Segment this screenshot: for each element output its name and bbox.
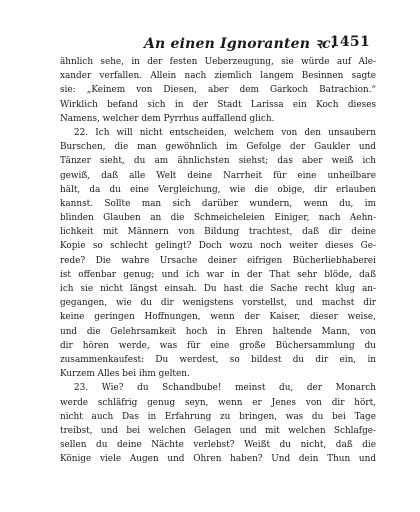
text-line: werde schläfrig genug seyn, wenn er Jenes von dir hört,	[60, 397, 376, 408]
text-line: lichkeit mit Männern von Bildung trachtest, daß dir deine	[60, 227, 376, 238]
text-line: zusammenkaufest: Du werdest, so bildest du dir ein, in	[60, 354, 376, 365]
text-line: 22. Ich will nicht entscheiden, welchem von den unsaubern	[74, 127, 376, 138]
text-line: gewiß, daß alle Welt deine Narrheit für eine unheilbare	[60, 170, 376, 181]
text-line: rede? Die wahre Ursache deiner eifrigen Bücherliebhaberei	[60, 255, 376, 266]
text-line: ich sie nicht längst einsah. Du hast die Sache recht klug an-	[60, 284, 376, 294]
text-line: nicht auch Das in Erfahrung zu bringen, was du bei Tage	[60, 411, 376, 422]
text-line: Tänzer sieht, du am ähnlichsten siehst; das aber weiß ich	[60, 156, 376, 167]
text-line: sellen du deine Nächte verlebst? Weißt du nicht, daß die	[60, 440, 376, 451]
text-line: ähnlich sehe, in der festen Ueberzeugung, sie würde auf Ale-	[60, 57, 376, 67]
text-line: Namens, welcher dem Pyrrhus auffallend glich.	[60, 113, 275, 124]
text-line: blinden Glauben an die Schmeicheleien Einiger, nach Aehn-	[60, 213, 376, 224]
text-line: Wirklich befand sich in der Stadt Larissa ein Koch dieses	[60, 99, 376, 110]
running-title: An einen Ignoranten ꝛc.	[144, 36, 336, 52]
text-line: treibst, und bei welchen Gelagen und mit welchen Schlafge-	[60, 425, 376, 436]
text-line: Burschen, die man gewöhnlich im Gefolge der Gaukler und	[60, 142, 376, 153]
text-line: gegangen, wie du dir wenigstens vorstellst, und machst dir	[60, 298, 376, 309]
text-line: keine geringen Hoffnungen, wenn der Kaiser, dieser weise,	[60, 312, 376, 323]
text-line: dir hören werde, was für eine große Büchersammlung du	[60, 340, 376, 351]
text-line: Kurzem Alles bei ihm gelten.	[60, 369, 190, 380]
body-text	[60, 55, 376, 466]
text-line: kannst. Sollte man sich darüber wundern, wenn du, im	[60, 198, 376, 209]
text-line: und die Gelehrsamkeit hoch in Ehren haltende Mann, von	[60, 326, 376, 337]
text-line: sie: „Keinem von Diesen, aber dem Garkoch Batrachion.“	[60, 85, 376, 96]
text-line: ist offenbar genug; und ich war in der That sehr blöde, daß	[60, 269, 376, 280]
text-line: hält, da du eine Vergleichung, wie die obige, dir erlauben	[60, 184, 376, 195]
text-line: Könige viele Augen und Ohren haben? Und dein Thun und	[60, 454, 376, 465]
page-number: 1451	[329, 34, 370, 50]
text-line: xander verfallen. Allein nach ziemlich langem Besinnen sagte	[60, 71, 376, 82]
running-header	[60, 34, 370, 54]
text-line: Kopie so schlecht gelingt? Doch wozu noch weiter dieses Ge-	[60, 241, 376, 252]
text-line: 23. Wie? du Schandbube! meinst du, der Monarch	[74, 383, 376, 394]
